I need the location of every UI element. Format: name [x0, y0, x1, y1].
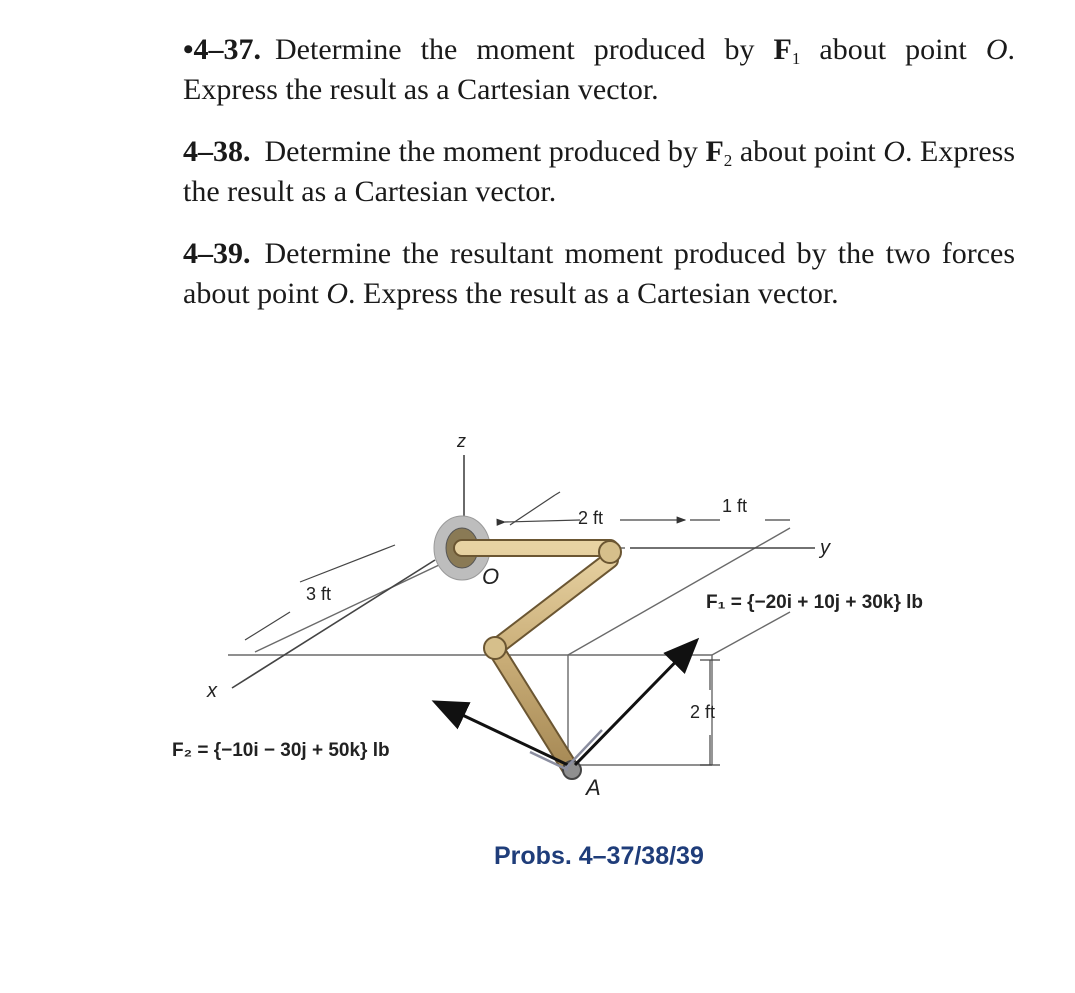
point-a-label: A — [586, 775, 601, 800]
force-symbol: F — [773, 33, 792, 66]
problem-text: . Express the result as a Cartesian vector. — [183, 135, 1015, 208]
problem-4-37 — [183, 30, 1015, 110]
problem-text: Determine the moment produced by — [275, 33, 774, 66]
problem-number: 4–38. — [183, 135, 251, 168]
problem-text: about point — [732, 135, 884, 168]
coordinate-axes — [232, 455, 815, 688]
problem-4-39 — [183, 234, 1015, 314]
problem-text: about point — [800, 33, 986, 66]
dimension-3ft: 3 ft — [306, 584, 332, 604]
dimension-2ft-side: 2 ft — [690, 702, 716, 722]
problem-number: •4–37. — [183, 33, 262, 66]
f2-label: F₂ = {−10i − 30j + 50k} lb — [172, 740, 390, 761]
y-axis-label: y — [820, 537, 830, 559]
point-symbol: O — [883, 135, 905, 168]
problem-4-38 — [183, 132, 1015, 212]
problem-text: . Express the result as a Cartesian vector. — [348, 277, 839, 310]
f1-arrow — [575, 642, 695, 765]
figure-drawing — [0, 380, 1075, 980]
force-subscript: 1 — [791, 49, 801, 68]
figure-caption: Probs. 4–37/38/39 — [494, 842, 704, 870]
pipe-assembly-figure — [0, 380, 1075, 980]
f1-label: F₁ = {−20i + 10j + 30k} lb — [706, 592, 923, 613]
problem-number: 4–39. — [183, 237, 251, 270]
x-axis — [232, 560, 435, 688]
dimension-2ft-top: 2 ft — [578, 508, 604, 528]
force-symbol: F — [705, 135, 724, 168]
x-axis-label: x — [207, 680, 217, 702]
problem-text: Determine the moment produced by — [264, 135, 706, 168]
dimension-1ft: 1 ft — [722, 496, 748, 516]
point-symbol: O — [985, 33, 1008, 66]
z-axis-label: z — [457, 431, 466, 451]
problem-text: Determine the resultant moment produced by the two forces about point — [183, 237, 1015, 310]
problem-text: . Express the result as a Cartesian vector. — [183, 33, 1015, 106]
point-symbol: O — [326, 277, 348, 310]
point-o-label: O — [482, 564, 500, 589]
problem-list — [183, 30, 1015, 336]
force-subscript: 2 — [723, 151, 733, 170]
